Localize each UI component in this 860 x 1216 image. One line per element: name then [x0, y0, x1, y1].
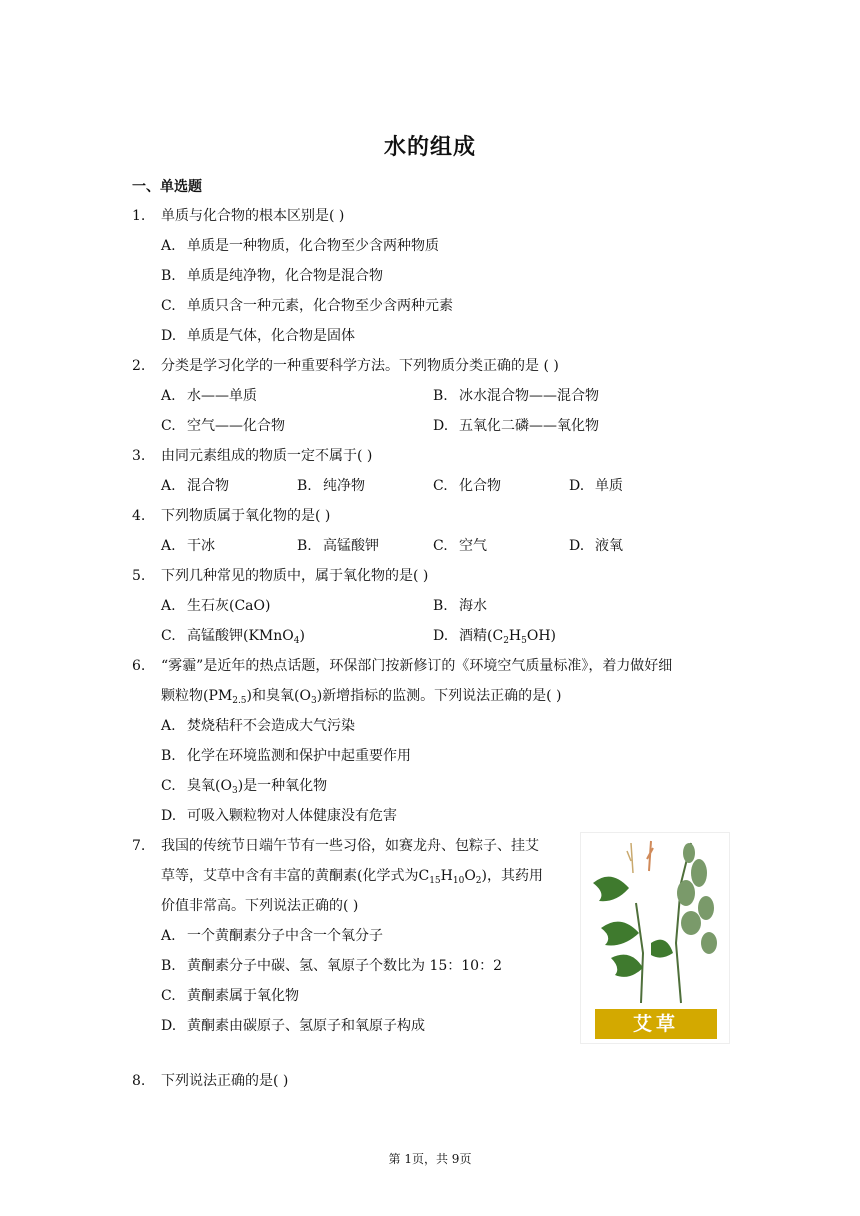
option-b[interactable]: B. 化学在环境监测和保护中起重要作用 — [161, 748, 411, 764]
option-d[interactable]: D. 酒精$(C_2H_5OH)$ — [433, 628, 557, 646]
option-b[interactable]: B. 海水 — [433, 598, 487, 614]
question-stem: 由同元素组成的物质一定不属于( ) — [161, 448, 373, 464]
question-stem: 下列几种常见的物质中，属于氧化物的是( ) — [161, 568, 429, 584]
option-b[interactable]: B. 黄酮素分子中碳、氢、氧原子个数比为 15：10：2 — [161, 958, 502, 974]
question-number: 8. — [132, 1073, 146, 1089]
question-number: 2. — [132, 358, 146, 374]
question-stem: 分类是学习化学的一种重要科学方法。下列物质分类正确的是 ( ) — [161, 358, 559, 374]
option-a[interactable]: A. 水——单质 — [161, 388, 257, 404]
question-number: 5. — [132, 568, 146, 584]
question-stem-cont: 价值非常高。下列说法正确的( ) — [161, 898, 359, 914]
option-c[interactable]: C. 单质只含一种元素，化合物至少含两种元素 — [161, 298, 453, 314]
question-number: 4. — [132, 508, 146, 524]
option-c[interactable]: C. 化合物 — [433, 478, 501, 494]
option-a[interactable]: A. 干冰 — [161, 538, 215, 554]
question-stem: 下列物质属于氧化物的是( ) — [161, 508, 331, 524]
option-d[interactable]: D. 液氧 — [569, 538, 623, 554]
question-number: 6. — [132, 658, 146, 674]
question-stem: 单质与化合物的根本区别是( ) — [161, 208, 345, 224]
question-stem-cont: 草等，艾草中含有丰富的黄酮素(化学式为$C_{15}H_{10}O_2$)，其药用 — [161, 868, 543, 886]
page-footer: 第 1页，共 9页 — [388, 1152, 472, 1166]
option-d[interactable]: D. 单质是气体，化合物是固体 — [161, 328, 355, 344]
mugwort-image — [580, 832, 730, 1044]
plant-caption: 艾草 — [595, 1009, 717, 1039]
option-a[interactable]: A. 一个黄酮素分子中含一个氧分子 — [161, 928, 383, 944]
question-stem: “雾霾”是近年的热点话题，环保部门按新修订的《环境空气质量标准》，着力做好细 — [161, 658, 673, 674]
question-stem-cont: 颗粒物$(PM_{2.5})$和臭氧$(O_3)$新增指标的监测。下列说法正确的是( ) — [161, 688, 562, 706]
option-c[interactable]: C. 空气——化合物 — [161, 418, 285, 434]
page-title: 水的组成 — [383, 135, 476, 160]
option-d[interactable]: D. 五氧化二磷——氧化物 — [433, 418, 599, 434]
option-b[interactable]: B. 单质是纯净物，化合物是混合物 — [161, 268, 383, 284]
plant-illustration — [581, 833, 729, 1009]
option-a[interactable]: A. 焚烧秸秆不会造成大气污染 — [161, 718, 355, 734]
option-c[interactable]: C. 高锰酸钾(KMnO$_4$) — [161, 628, 305, 646]
option-a[interactable]: A. 单质是一种物质，化合物至少含两种物质 — [161, 238, 439, 254]
option-b[interactable]: B. 纯净物 — [297, 478, 365, 494]
option-b[interactable]: B. 冰水混合物——混合物 — [433, 388, 599, 404]
option-b[interactable]: B. 高锰酸钾 — [297, 538, 379, 554]
question-number: 7. — [132, 838, 146, 854]
option-c[interactable]: C. 黄酮素属于氧化物 — [161, 988, 299, 1004]
option-c[interactable]: C. 臭氧$(O_3)$是一种氧化物 — [161, 778, 328, 796]
question-stem: 我国的传统节日端午节有一些习俗，如赛龙舟、包粽子、挂艾 — [161, 838, 539, 854]
option-a[interactable]: A. 混合物 — [161, 478, 229, 494]
option-d[interactable]: D. 黄酮素由碳原子、氢原子和氧原子构成 — [161, 1018, 425, 1034]
question-number: 1. — [132, 208, 146, 224]
option-d[interactable]: D. 可吸入颗粒物对人体健康没有危害 — [161, 808, 397, 824]
question-stem: 下列说法正确的是( ) — [161, 1073, 289, 1089]
option-d[interactable]: D. 单质 — [569, 478, 623, 494]
option-a[interactable]: A. 生石灰(CaO) — [161, 598, 271, 614]
section-heading: 一、单选题 — [132, 179, 202, 195]
option-c[interactable]: C. 空气 — [433, 538, 487, 554]
question-number: 3. — [132, 448, 146, 464]
